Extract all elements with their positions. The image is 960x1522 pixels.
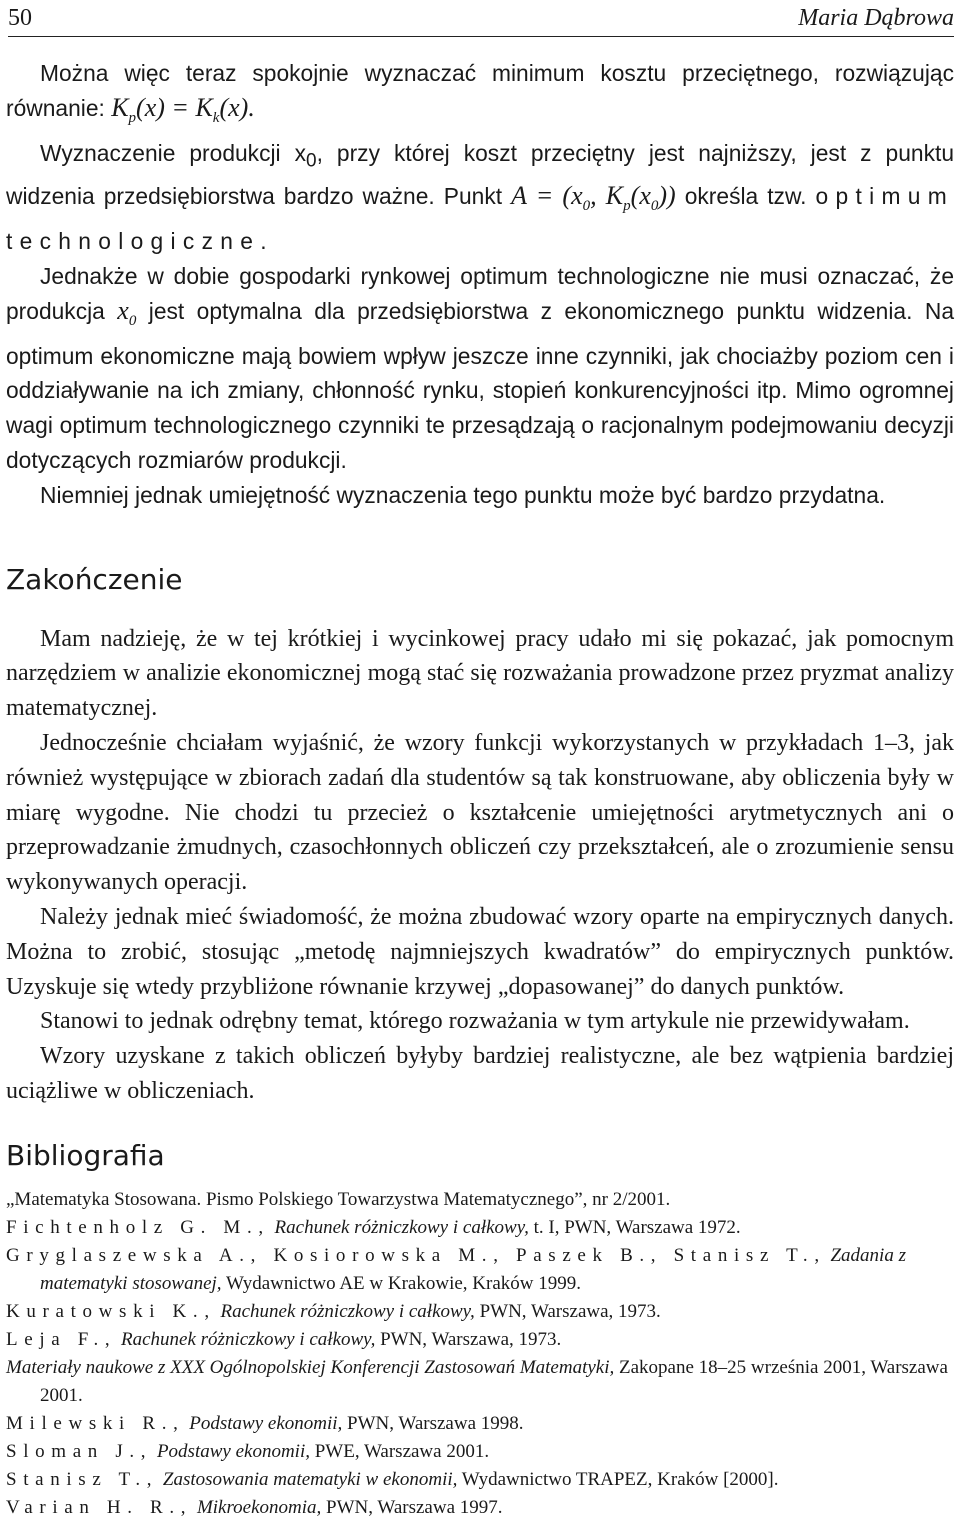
intro-paragraph-4: Niemniej jednak umiejętność wyznaczenia tego punktu może być bardzo przydatna. <box>40 481 886 508</box>
conclusion-heading: Zakończenie <box>6 562 183 596</box>
conclusion-paragraph: Jednocześnie chciałam wyjaśnić, że wzory funkcji wykorzystanych w przykładach 1–3, jak również występujące w zbiorach zadań dla studentów są tak konstruowane, aby obliczenia były w miarę wygodne. Nie chodzi tu przecież o kształcenie umiejętności arytmetycznych ani o przeprowadzanie żmudnych, czasochłonnych obliczeń czy przekształceń, ale o zrozumienie sensu wykonywanych operacji. <box>6 730 954 896</box>
bibliography-entry: Gryglaszewska A., Kosiorowska M., Paszek B., Stanisz T., Zadania z matematyki stosowanej, Wydawnictwo AE w Krakowie, Kraków 1999. <box>6 1244 906 1294</box>
page-number: 50 <box>8 4 32 31</box>
bibliography-entry: Leja F., Rachunek różniczkowy i całkowy, PWN, Warszawa, 1973. <box>6 1328 562 1350</box>
variable-x0: $x_0$ <box>117 295 137 329</box>
optimum-term: optimum technologiczne. <box>6 183 955 255</box>
equation-kp-kk: $K_p(x) = K_k(x)$. <box>111 92 255 126</box>
page-header <box>8 0 954 37</box>
bibliography-list <box>6 1186 954 1522</box>
conclusion-paragraph: Stanowi to jednak odrębny temat, którego rozważania w tym artykule nie przewidywałam. <box>40 1008 910 1035</box>
bibliography-entry: Kuratowski K., Rachunek różniczkowy i całkowy, PWN, Warszawa, 1973. <box>6 1300 661 1322</box>
bibliography-entry: Stanisz T., Zastosowania matematyki w ekonomii, Wydawnictwo TRAPEZ, Kraków [2000]. <box>6 1468 779 1490</box>
conclusion-body <box>6 622 954 1109</box>
equation-point-a: $A = (x_0$, $K_p(x_0)$) <box>511 181 676 215</box>
bibliography-entry: Varian H. R., Mikroekonomia, PWN, Warszawa 1997. <box>6 1496 503 1518</box>
running-author: Maria Dąbrowa <box>798 4 954 31</box>
conclusion-paragraph: Mam nadzieję, że w tej krótkiej i wycinkowej pracy udało mi się pokazać, jak pomocnym narzędziem w analizie ekonomicznej mogą stać się rozważania prowadzone przez pryzmat analizy matematycznej. <box>6 625 954 722</box>
bibliography-entry: Milewski R., Podstawy ekonomii, PWN, Warszawa 1998. <box>6 1412 524 1434</box>
intro-paragraph-2: Wyznaczenie produkcji $x_0$, przy której koszt przeciętny jest najniższy, jest z punktu widzenia przedsiębiorstwa bardzo ważne. Punkt $A = (x_0$, $K_p(x_0)$) określa tzw. optimum technologiczne. <box>6 139 955 255</box>
bibliography-entry: „Matematyka Stosowana. Pismo Polskiego Towarzystwa Matematycznego”, nr 2/2001. <box>6 1188 671 1210</box>
intro-paragraph-1: Można więc teraz spokojnie wyznaczać minimum kosztu przeciętnego, rozwiązując równanie: $K_p(x) = K_k(x)$. <box>6 60 954 126</box>
bibliography-entry: Sloman J., Podstawy ekonomii, PWE, Warszawa 2001. <box>6 1440 490 1462</box>
bibliography-entry: Materiały naukowe z XXX Ogólnopolskiej Konferencji Zastosowań Matematyki, Zakopane 18–25 września 2001, Warszawa 2001. <box>6 1356 948 1406</box>
conclusion-paragraph: Wzory uzyskane z takich obliczeń byłyby bardziej realistyczne, ale bez wątpienia bardziej uciążliwe w obliczeniach. <box>6 1043 954 1105</box>
bibliography-entry: Fichtenholz G. M., Rachunek różniczkowy i całkowy, t. I, PWN, Warszawa 1972. <box>6 1216 741 1238</box>
page-content <box>6 56 954 1522</box>
conclusion-paragraph: Należy jednak mieć świadomość, że można zbudować wzory oparte na empirycznych danych. Można to zrobić, stosując „metodę najmniejszych kwadratów” do empirycznych punktów. Uzyskuje się wtedy przybliżone równanie krzywej „dopasowanej” do danych punktów. <box>6 904 954 1000</box>
intro-paragraph-3: Jednakże w dobie gospodarki rynkowej optimum technologiczne nie musi oznaczać, że produkcja $x_0$ jest optymalna dla przedsiębiorstwa z ekonomicznego punktu widzenia. Na optimum ekonomiczne mają bowiem wpływ jeszcze inne czynniki, jak chociażby poziom cen i oddziaływanie na ich zmiany, chłonność rynku, stopień konkurencyjności itp. Mimo ogromnej wagi optimum technologicznego czynniki te przesądzają o racjonalnym podejmowaniu decyzji dotyczących rozmiarów produkcji. <box>6 262 954 474</box>
bibliography-heading: Bibliografia <box>6 1138 165 1172</box>
